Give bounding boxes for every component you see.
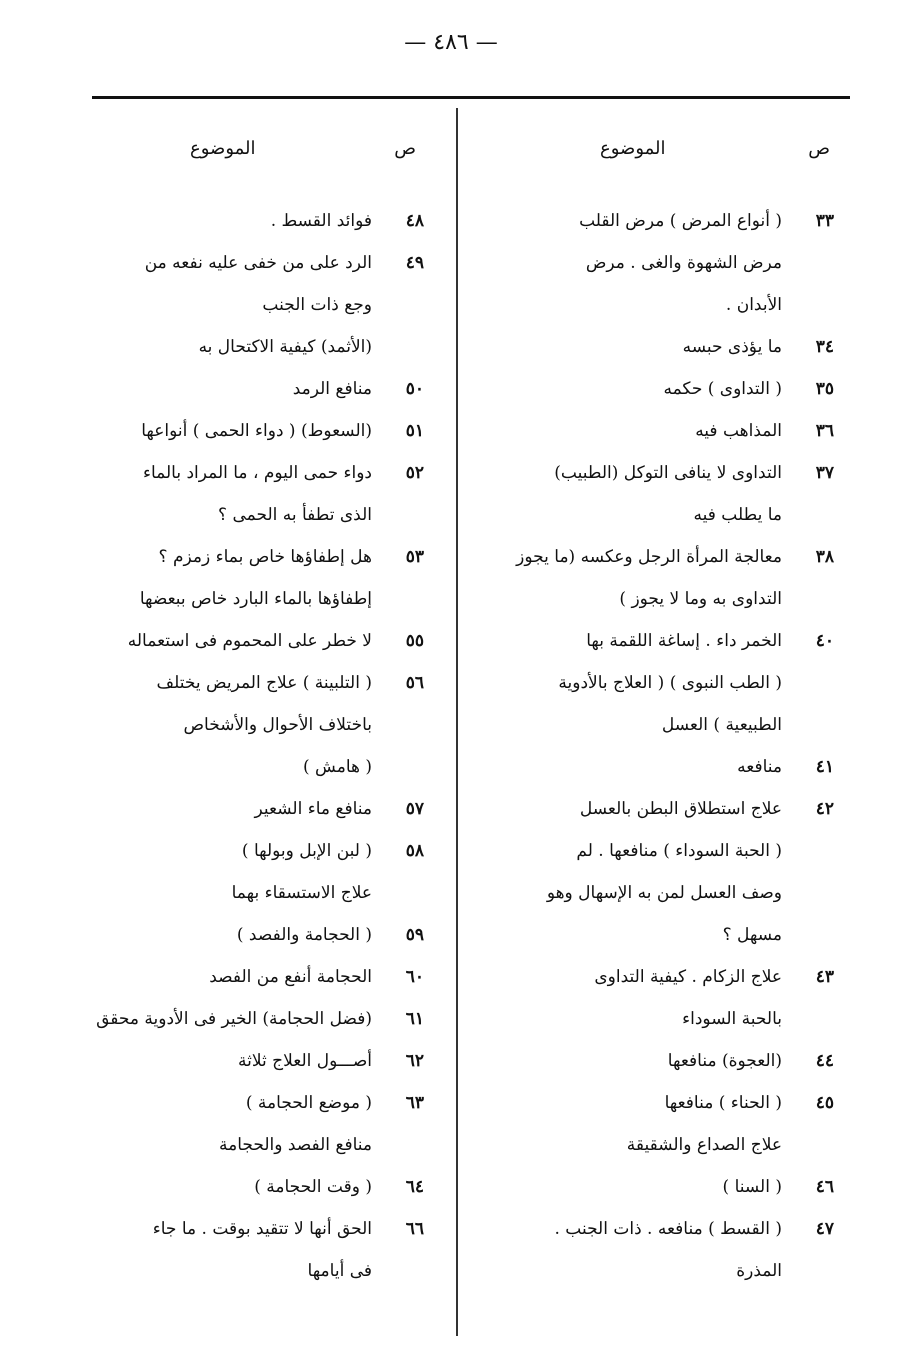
entry-line: المذاهب فيه	[695, 421, 782, 441]
index-entry	[490, 1040, 840, 1082]
entry-topic	[80, 662, 372, 788]
entry-page-number: ٤٠	[815, 631, 834, 651]
index-entry	[490, 200, 840, 326]
index-entry	[80, 1208, 430, 1292]
entry-page-number: ٦٣	[405, 1093, 424, 1113]
index-entry	[490, 452, 840, 536]
entry-topic	[490, 746, 782, 788]
entry-page-number: ٦١	[405, 1009, 424, 1029]
entry-line: علاج الصداع والشقيقة	[626, 1135, 782, 1155]
entry-topic	[80, 1166, 372, 1208]
entry-topic	[80, 536, 372, 620]
entry-line: مرض الشهوة والغى . مرض	[585, 253, 782, 273]
entry-line: (السعوط) ( دواء الحمى ) أنواعها	[141, 421, 372, 441]
entry-topic	[490, 452, 782, 536]
entry-topic	[80, 956, 372, 998]
page-label: ص	[808, 138, 830, 159]
entry-line: ( هامش )	[303, 757, 372, 777]
index-entry	[80, 410, 430, 452]
entry-line: (العجوة) منافعها	[667, 1051, 782, 1071]
index-entry	[490, 1208, 840, 1292]
entry-line: ما يطلب فيه	[693, 505, 782, 525]
index-entry	[490, 956, 840, 1040]
index-entry	[80, 452, 430, 536]
entry-topic	[490, 1208, 782, 1292]
entry-line: ( الطب النبوى ) ( العلاج بالأدوية	[558, 673, 782, 693]
entry-line: فوائد القسط .	[270, 211, 372, 231]
entry-line: منافع الفصد والحجامة	[218, 1135, 372, 1155]
entry-line: ( التلبينة ) علاج المريض يختلف	[156, 673, 372, 693]
entry-topic	[490, 956, 782, 1040]
entry-page-number: ٥٥	[405, 631, 424, 651]
entry-page-number: ٣٣	[815, 211, 834, 231]
entry-topic	[490, 1166, 782, 1208]
entry-line: باختلاف الأحوال والأشخاص	[183, 715, 372, 735]
index-entry	[490, 1082, 840, 1166]
entry-page-number: ٣٤	[815, 337, 834, 357]
entry-page-number: ٥٩	[405, 925, 424, 945]
entry-line: معالجة المرأة الرجل وعكسه (ما يجوز	[516, 547, 782, 567]
index-entry	[80, 242, 430, 368]
entry-line: لا خطر على المحموم فى استعماله	[127, 631, 372, 651]
entry-page-number: ٦٦	[405, 1219, 424, 1239]
entry-topic	[490, 1040, 782, 1082]
top-rule	[92, 96, 850, 99]
entry-page-number: ٥٠	[405, 379, 424, 399]
entries-list	[490, 200, 840, 1292]
column-header	[490, 128, 840, 170]
entry-line: ( الحبة السوداء ) منافعها . لم	[576, 841, 782, 861]
index-entry	[490, 410, 840, 452]
index-entry	[490, 326, 840, 368]
entry-page-number: ٤٧	[815, 1219, 834, 1239]
index-column-left	[80, 128, 430, 1292]
index-column-right	[490, 128, 840, 1292]
entry-topic	[80, 1040, 372, 1082]
entry-topic	[490, 368, 782, 410]
entry-line: مسهل ؟	[722, 925, 782, 945]
entry-topic	[80, 914, 372, 956]
entry-page-number: ٥٣	[405, 547, 424, 567]
entry-line: ( الحناء ) منافعها	[664, 1093, 782, 1113]
entry-topic	[490, 620, 782, 746]
entry-line: ( الحجامة والفصد )	[236, 925, 372, 945]
index-entry	[80, 662, 430, 788]
entry-topic	[490, 536, 782, 620]
entry-line: ( أنواع المرض ) مرض القلب	[579, 211, 782, 231]
index-entry	[80, 536, 430, 620]
index-entry	[80, 1082, 430, 1166]
index-entry	[80, 200, 430, 242]
entry-line: علاج استطلاق البطن بالعسل	[579, 799, 782, 819]
entry-page-number: ٤٨	[405, 211, 424, 231]
index-entry	[490, 536, 840, 620]
entry-page-number: ٤٩	[405, 253, 424, 273]
entry-topic	[80, 620, 372, 662]
entry-topic	[80, 452, 372, 536]
entry-line: ( لبن الإبل وبولها )	[241, 841, 372, 861]
topic-label: الموضوع	[600, 138, 666, 159]
entry-line: ( موضع الحجامة )	[245, 1093, 372, 1113]
entry-page-number: ٣٥	[815, 379, 834, 399]
entry-topic	[80, 1208, 372, 1292]
entry-line: أصـــول العلاج ثلاثة	[238, 1051, 372, 1071]
page-label: ص	[394, 138, 416, 159]
entry-page-number: ٤٥	[815, 1093, 834, 1113]
index-entry	[80, 914, 430, 956]
entry-line: وصف العسل لمن به الإسهال وهو	[546, 883, 782, 903]
entry-topic	[490, 410, 782, 452]
entry-topic	[490, 1082, 782, 1166]
index-entry	[490, 368, 840, 410]
entry-page-number: ٤٤	[815, 1051, 834, 1071]
entry-topic	[80, 242, 372, 368]
entry-line: علاج الزكام . كيفية التداوى	[594, 967, 782, 987]
entry-line: فى أيامها	[307, 1261, 372, 1281]
entry-topic	[490, 326, 782, 368]
column-divider	[456, 108, 458, 1336]
entry-line: الرد على من خفى عليه نفعه من	[144, 253, 372, 273]
entry-line: هل إطفاؤها خاص بماء زمزم ؟	[158, 547, 372, 567]
entry-line: ما يؤذى حبسه	[682, 337, 782, 357]
index-entry	[80, 620, 430, 662]
entry-topic	[80, 1082, 372, 1166]
entry-line: (الأثمد) كيفية الاكتحال به	[198, 337, 372, 357]
entry-line: المذرة	[736, 1261, 782, 1281]
entry-page-number: ٥٧	[405, 799, 424, 819]
entry-line: الحق أنها لا تتقيد بوقت . ما جاء	[152, 1219, 372, 1239]
entry-line: دواء حمى اليوم ، ما المراد بالماء	[142, 463, 372, 483]
entry-line: منافع ماء الشعير	[254, 799, 372, 819]
index-entry	[80, 1166, 430, 1208]
entry-page-number: ٣٦	[815, 421, 834, 441]
entry-page-number: ٤١	[815, 757, 834, 777]
index-entry	[80, 998, 430, 1040]
index-entry	[80, 956, 430, 998]
entry-topic	[80, 200, 372, 242]
entry-line: ( القسط ) منافعه . ذات الجنب .	[554, 1219, 782, 1239]
index-entry	[490, 746, 840, 788]
page-number: — ٤٨٦ —	[404, 30, 498, 55]
entry-topic	[490, 788, 782, 956]
entry-topic	[490, 200, 782, 326]
column-header	[80, 128, 430, 170]
entry-page-number: ٥٦	[405, 673, 424, 693]
entry-page-number: ٥٢	[405, 463, 424, 483]
index-entry	[80, 1040, 430, 1082]
entry-page-number: ٦٠	[405, 967, 424, 987]
index-entry	[80, 830, 430, 914]
entry-page-number: ٥١	[405, 421, 424, 441]
topic-label: الموضوع	[190, 138, 256, 159]
entry-line: وجع ذات الجنب	[262, 295, 372, 315]
entry-page-number: ٣٨	[815, 547, 834, 567]
index-entry	[80, 368, 430, 410]
entry-line: منافعه	[737, 757, 782, 777]
index-entry	[490, 620, 840, 746]
entry-line: إطفاؤها بالماء البارد خاص ببعضها	[139, 589, 372, 609]
entry-line: الذى تطفأ به الحمى ؟	[218, 505, 372, 525]
entry-line: الطبيعية ) العسل	[661, 715, 782, 735]
entry-line: بالحبة السوداء	[682, 1009, 782, 1029]
entry-topic	[80, 368, 372, 410]
entry-page-number: ٥٨	[405, 841, 424, 861]
entry-line: الحجامة أنفع من الفصد	[209, 967, 372, 987]
entries-list	[80, 200, 430, 1292]
entry-line: الأبدان .	[725, 295, 782, 315]
entry-line: التداوى لا ينافى التوكل (الطبيب)	[554, 463, 782, 483]
entry-line: علاج الاستسقاء بهما	[231, 883, 372, 903]
entry-line: (فضل الحجامة) الخير فى الأدوية محقق	[96, 1009, 372, 1029]
entry-line: الخمر داء . إساغة اللقمة بها	[586, 631, 782, 651]
entry-topic	[80, 830, 372, 914]
entry-line: التداوى به وما لا يجوز )	[619, 589, 782, 609]
entry-page-number: ٦٢	[405, 1051, 424, 1071]
index-entry	[80, 788, 430, 830]
entry-page-number: ٤٦	[815, 1177, 834, 1197]
entry-page-number: ٤٣	[815, 967, 834, 987]
entry-page-number: ٣٧	[815, 463, 834, 483]
entry-line: ( وقت الحجامة )	[254, 1177, 372, 1197]
entry-page-number: ٦٤	[405, 1177, 424, 1197]
entry-line: منافع الرمد	[292, 379, 372, 399]
entry-page-number: ٤٢	[815, 799, 834, 819]
entry-line: ( السنا )	[722, 1177, 782, 1197]
index-entry	[490, 788, 840, 956]
entry-topic	[80, 410, 372, 452]
entry-topic	[80, 998, 372, 1040]
entry-line: ( التداوى ) حكمه	[663, 379, 782, 399]
index-entry	[490, 1166, 840, 1208]
entry-topic	[80, 788, 372, 830]
